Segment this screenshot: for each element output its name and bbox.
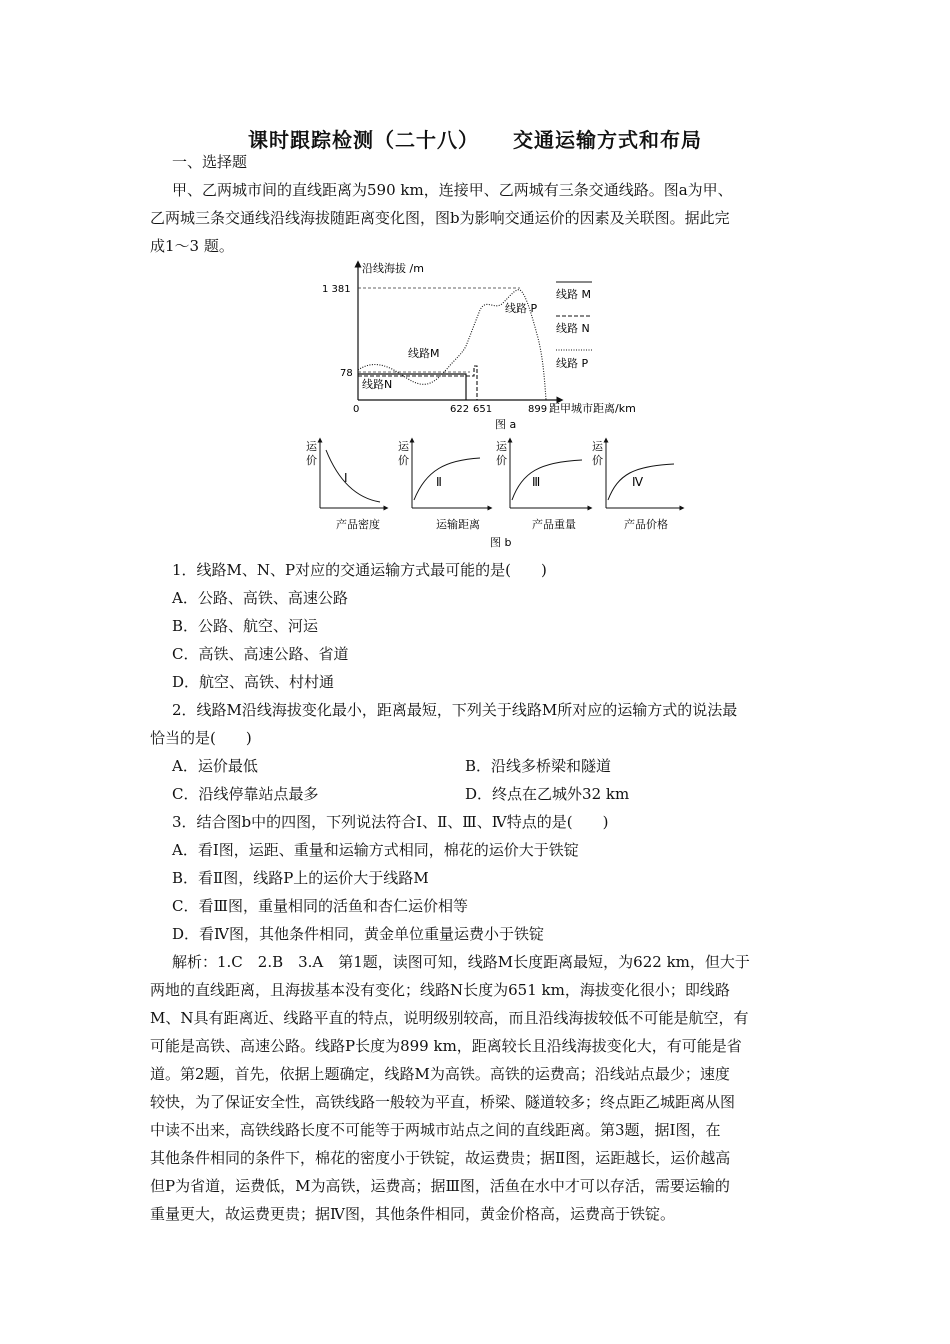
panel-3-numeral: Ⅲ — [532, 475, 541, 489]
q2-stem-line-1: 2．线路M沿线海拔变化最小，距离最短，下列关于线路M所对应的运输方式的说法最 — [172, 701, 738, 719]
y-tick-78: 78 — [340, 368, 353, 379]
figure-a-x-label: 距甲城市距离/km — [549, 402, 636, 415]
q2-option-a: A．运价最低 — [172, 757, 258, 775]
panel-4-ylabel-1: 运 — [592, 440, 603, 453]
analysis-line-3: M、N具有距离近、线路平直的特点，说明级别较高，而且沿线海拔较低不可能是航空，有 — [150, 1009, 749, 1027]
figure-a-y-label: 沿线海拔 /m — [362, 262, 424, 275]
panel-1 — [306, 440, 386, 531]
q2-option-c: C．沿线停靠站点最多 — [172, 785, 319, 803]
q3-option-a: A．看Ⅰ图，运距、重量和运输方式相同，棉花的运价大于铁锭 — [172, 841, 579, 859]
q1-stem: 1．线路M、N、P对应的交通运输方式最可能的是( ) — [172, 561, 547, 579]
analysis-line-6: 较快，为了保证安全性，高铁线路一般较为平直，桥梁、隧道较多；终点距乙城距离从图 — [150, 1093, 736, 1111]
panel-3-ylabel-2: 价 — [496, 454, 507, 467]
analysis-line-2: 两地的直线距离，且海拔基本没有变化；线路N长度为651 km，海拔变化很小；即线路 — [150, 981, 730, 999]
analysis-line-8: 其他条件相同的条件下，棉花的密度小于铁锭，故运费贵；据Ⅱ图，运距越长，运价越高 — [150, 1149, 731, 1167]
panel-3-ylabel-1: 运 — [496, 440, 507, 453]
q3-option-d: D．看Ⅳ图，其他条件相同，黄金单位重量运费小于铁锭 — [172, 925, 545, 943]
analysis-line-5: 道。第2题，首先，依据上题确定，线路M为高铁。高铁的运费高；沿线站点最少；速度 — [150, 1065, 730, 1083]
panel-2-ylabel-1: 运 — [398, 440, 409, 453]
q2-option-b: B．沿线多桥梁和隧道 — [465, 757, 612, 775]
q1-option-d: D．航空、高铁、村村通 — [172, 673, 335, 691]
route-p-label: 线路 P — [505, 302, 538, 315]
q3-option-c: C．看Ⅲ图，重量相同的活鱼和杏仁运价相等 — [172, 897, 468, 915]
panel-4-ylabel-2: 价 — [592, 454, 603, 467]
panel-1-numeral: Ⅰ — [344, 471, 348, 485]
panel-2-curve — [414, 458, 480, 500]
panel-4-numeral: Ⅳ — [632, 475, 644, 489]
panel-3-xlabel: 产品重量 — [532, 518, 576, 531]
figure-b-caption: 图 b — [490, 536, 512, 549]
intro-line-3: 成1～3 题。 — [150, 237, 234, 255]
q2-option-d: D．终点在乙城外32 km — [465, 785, 630, 803]
panel-1-curve — [326, 450, 380, 502]
route-m-label: 线路M — [408, 347, 440, 360]
intro-line-1: 甲、乙两城市间的直线距离为590 km，连接甲、乙两城有三条交通线路。图a为甲、 — [172, 181, 733, 199]
panel-4 — [592, 440, 682, 531]
panel-1-ylabel-1: 运 — [306, 440, 317, 453]
analysis-line-9: 但P为省道，运费低，M为高铁，运费高；据Ⅲ图，活鱼在水中才可以存活，需要运输的 — [150, 1177, 730, 1195]
q3-option-b: B．看Ⅱ图，线路P上的运价大于线路M — [172, 869, 429, 887]
y-tick-1381: 1 381 — [322, 284, 351, 295]
legend-n: 线路 N — [556, 322, 590, 335]
panel-2-ylabel-2: 价 — [398, 454, 409, 467]
q2-stem-line-2: 恰当的是( ) — [150, 729, 252, 747]
legend-m: 线路 M — [556, 288, 591, 301]
route-n-label: 线路N — [362, 378, 393, 391]
panel-2-numeral: Ⅱ — [436, 475, 442, 489]
intro-line-2: 乙两城三条交通线沿线海拔随距离变化图，图b为影响交通运价的因素及关联图。据此完 — [150, 209, 730, 227]
q3-stem: 3．结合图b中的四图，下列说法符合Ⅰ、Ⅱ、Ⅲ、Ⅳ特点的是( ) — [172, 813, 609, 831]
figure-a-elevation-chart — [320, 258, 670, 430]
analysis-line-10: 重量更大，故运费更贵；据Ⅳ图，其他条件相同，黄金价格高，运费高于铁锭。 — [150, 1205, 675, 1223]
analysis-line-7: 中读不出来，高铁线路长度不可能等于两城市站点之间的直线距离。第3题，据Ⅰ图，在 — [150, 1121, 721, 1139]
analysis-line-4: 可能是高铁、高速公路。线路P长度为899 km，距离较长且沿线海拔变化大，有可能是省 — [150, 1037, 742, 1055]
analysis-line-1: 解析：1.C 2.B 3.A 第1题，读图可知，线路M长度距离最短，为622 km，但大于 — [172, 953, 750, 971]
legend-p: 线路 P — [556, 357, 589, 370]
figure-b-freight-rate-charts — [300, 436, 690, 550]
panel-1-xlabel: 产品密度 — [336, 518, 380, 531]
panel-1-ylabel-2: 价 — [306, 454, 317, 467]
x-tick-622: 622 — [450, 404, 470, 415]
page-title — [0, 124, 950, 153]
panel-2-xlabel: 运输距离 — [436, 518, 480, 531]
q1-option-c: C．高铁、高速公路、省道 — [172, 645, 349, 663]
figure-a-caption: 图 a — [495, 418, 517, 430]
section-heading: 一、选择题 — [172, 153, 248, 171]
panel-3-curve — [512, 460, 582, 500]
x-tick-0: 0 — [353, 404, 360, 415]
panel-4-xlabel: 产品价格 — [624, 518, 668, 531]
panel-3 — [496, 440, 590, 531]
x-tick-651: 651 — [473, 404, 493, 415]
panel-2 — [398, 440, 490, 531]
q1-option-a: A．公路、高铁、高速公路 — [172, 589, 348, 607]
title-part-1: 课时跟踪检测（二十八） — [248, 128, 479, 152]
x-tick-899: 899 — [528, 404, 548, 415]
q1-option-b: B．公路、航空、河运 — [172, 617, 319, 635]
title-part-2: 交通运输方式和布局 — [513, 128, 702, 152]
